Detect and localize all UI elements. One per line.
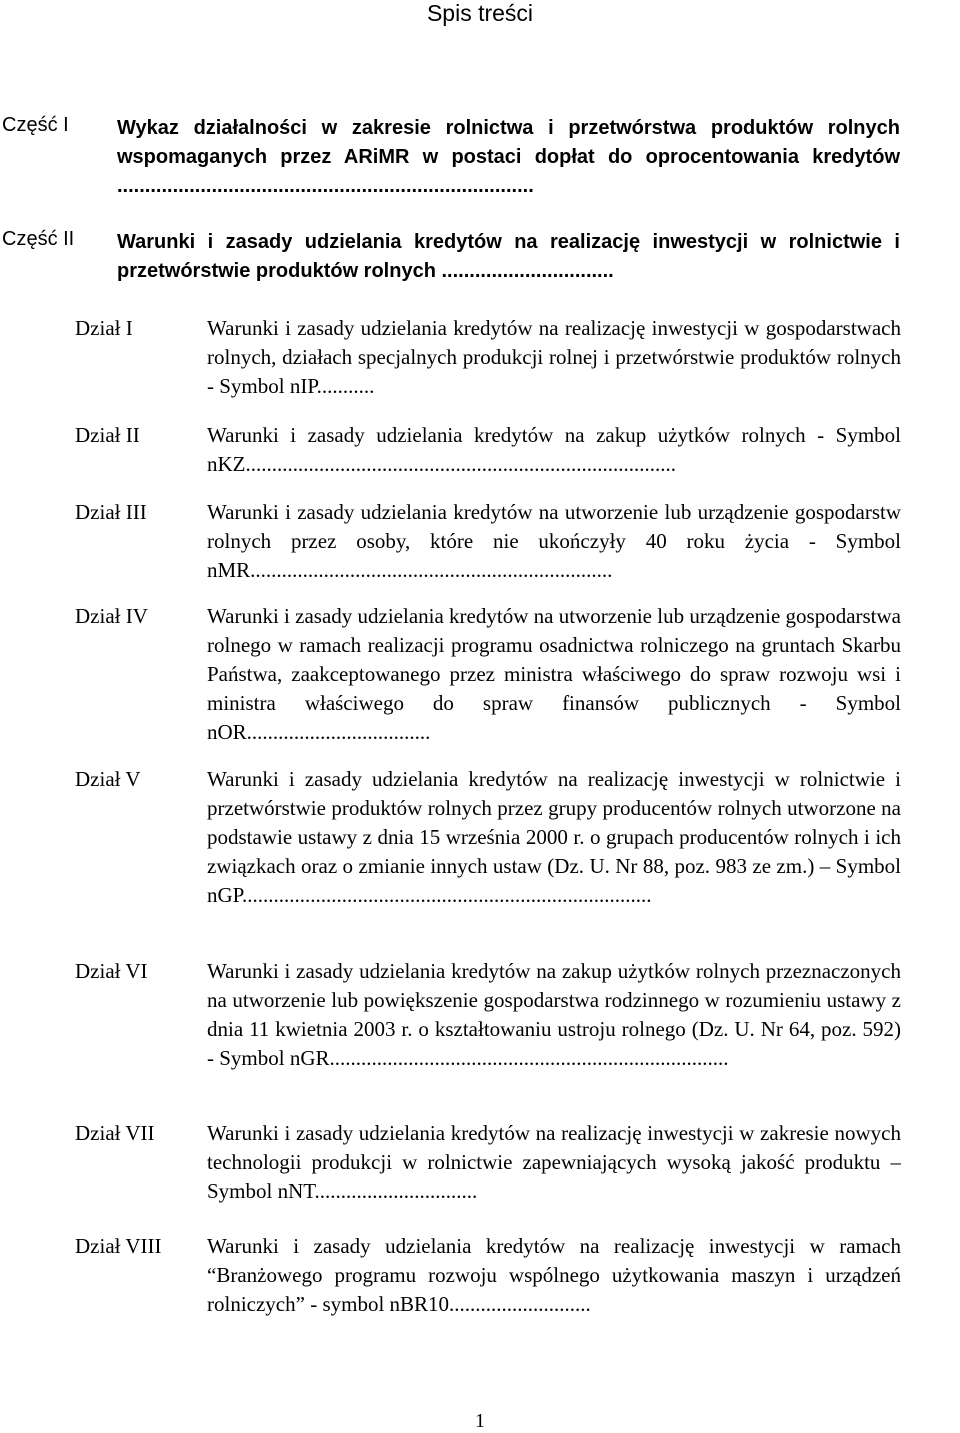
section-label: Dział VI [75, 959, 148, 983]
section-label: Dział V [75, 767, 141, 791]
section-label: Dział III [75, 500, 147, 524]
section-title: Warunki i zasady udzielania kredytów na zakup użytków rolnych - Symbol nKZ.................................................................................. [207, 423, 901, 476]
section-label: Dział I [75, 316, 133, 340]
part-title: Wykaz działalności w zakresie rolnictwa i przetwórstwa produktów rolnych wspomaganych przez ARiMR w postaci dopłat do oprocentowania kredytów ........................................................................... [117, 117, 900, 197]
section-title: Warunki i zasady udzielania kredytów na realizację inwestycji w rolnictwie i przetwórstwie produktów rolnych przez grupy producentów rolnych utworzone na podstawie ustawy z dnia 15 września 2000 r. o grupach producentów rolnych i ich związkach oraz o zmianie innych ustaw (Dz. U. Nr 88, poz. 983 ze zm.) – Symbol nGP.............................................................................. [207, 767, 901, 907]
section-title: Warunki i zasady udzielania kredytów na realizację inwestycji w gospodarstwach rolnych, działach specjalnych produkcji rolnej i przetwórstwie produktów rolnych - Symbol nIP........... [207, 316, 901, 398]
section-title: Warunki i zasady udzielania kredytów na realizację inwestycji w zakresie nowych technologii produkcji w rolnictwie zapewniających wysoką jakość produktu – Symbol nNT............................... [207, 1121, 901, 1203]
section-title: Warunki i zasady udzielania kredytów na realizację inwestycji w ramach “Branżowego programu rozwoju wspólnego użytkowania maszyn i urządzeń rolniczych” - symbol nBR10........................... [207, 1234, 901, 1316]
section-label: Dział VII [75, 1121, 155, 1145]
page-footer-number: 1 [475, 1410, 485, 1432]
section-label: Dział VIII [75, 1234, 162, 1258]
section-title: Warunki i zasady udzielania kredytów na zakup użytków rolnych przeznaczonych na utworzenie lub powiększenie gospodarstwa rodzinnego w rozumieniu ustawy z dnia 11 kwietnia 2003 r. o kształtowaniu ustroju rolnego (Dz. U. Nr 64, poz. 592) - Symbol nGR............................................................................ [207, 959, 901, 1070]
section-title: Warunki i zasady udzielania kredytów na utworzenie lub urządzenie gospodarstw rolnych przez osoby, które nie ukończyły 40 roku życia - Symbol nMR..................................................................... [207, 500, 901, 582]
part-label: Część II [2, 228, 75, 250]
section-label: Dział IV [75, 604, 148, 628]
section-label: Dział II [75, 423, 140, 447]
section-title: Warunki i zasady udzielania kredytów na utworzenie lub urządzenie gospodarstwa rolnego w ramach realizacji programu osadnictwa rolniczego na gruntach Skarbu Państwa, zaakceptowanego przez ministra właściwego do spraw rozwoju wsi i ministra właściwego do spraw finansów publicznych - Symbol nOR................................... [207, 604, 901, 744]
part-label: Część I [2, 114, 69, 136]
page-title: Spis treści [426, 0, 534, 26]
part-title: Warunki i zasady udzielania kredytów na realizację inwestycji w rolnictwie i przetwórstwie produktów rolnych ............................... [117, 231, 900, 282]
